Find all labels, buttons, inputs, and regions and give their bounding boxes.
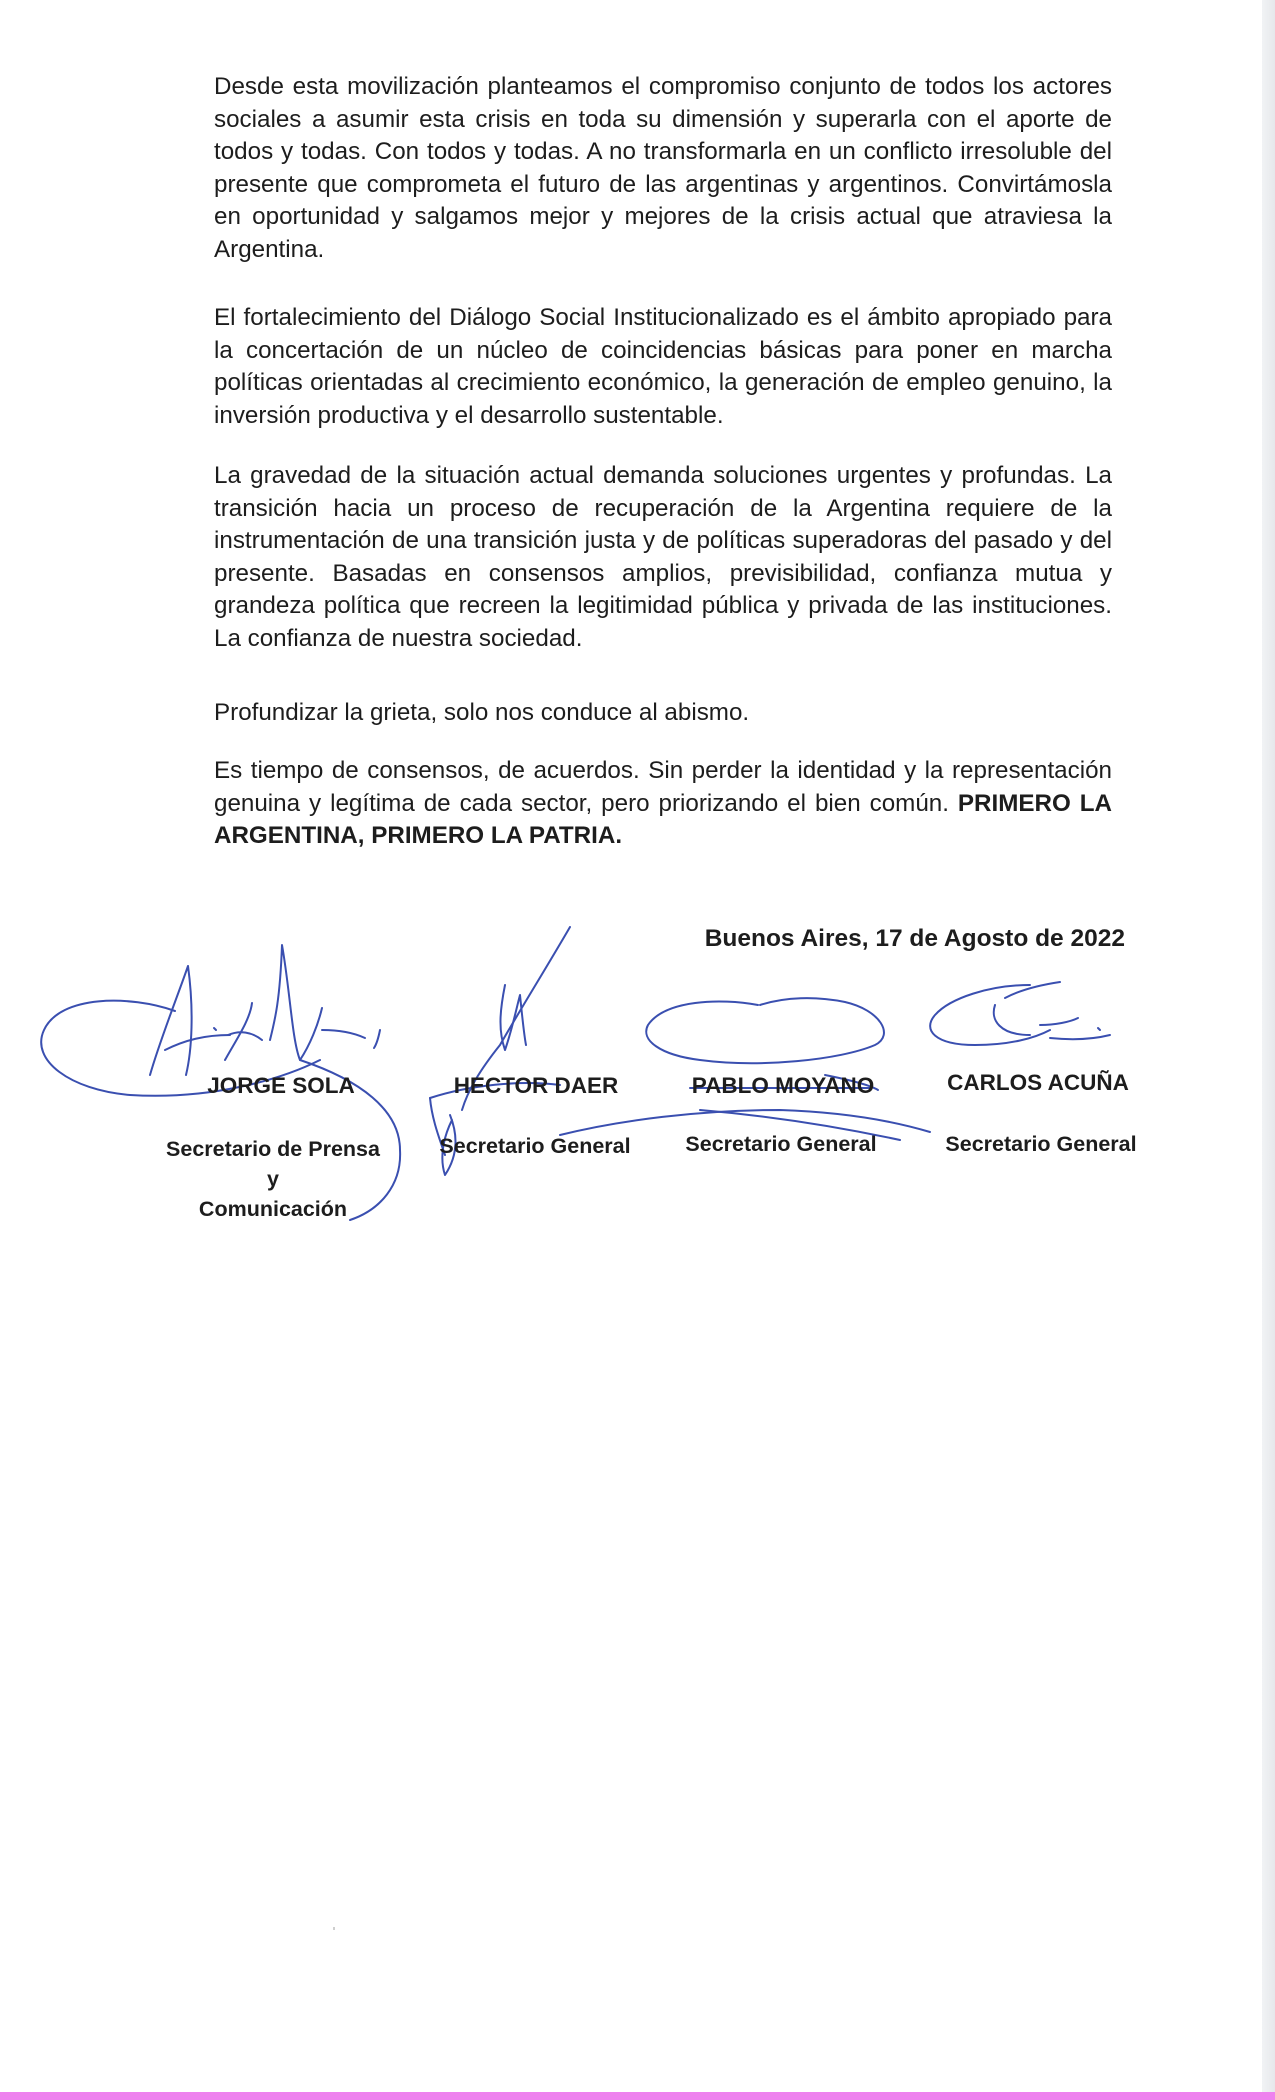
paragraph-movilizacion: Desde esta movilización planteamos el compromiso conjunto de todos los actores sociales a asumir esta crisis en toda su dimensión y superarla con el aporte de todos y todas. Con todos y todas. A no transformarla en un conflicto irresoluble del presente que comprometa el futuro de las argentinas y argentinos. Convirtámosla en oportunidad y salgamos mejor y mejores de la crisis actual que atraviesa la Argentina.	[214, 73, 1112, 263]
paragraph-gravedad: La gravedad de la situación actual demanda soluciones urgentes y profundas. La transición hacia un proceso de recuperación de la Argentina requiere de la instrumentación de una transición justa y de políticas superadoras del pasado y del presente. Basadas en consensos amplios, previsibilidad, confianza mutua y grandeza política que recreen la legitimidad pública y privada de las instituciones. La confianza de nuestra sociedad.	[214, 462, 1112, 652]
signatory-name-pablo-moyano: PABLO MOYANO	[691, 1073, 875, 1098]
paragraph-grieta: Profundizar la grieta, solo nos conduce al abismo.	[214, 699, 750, 726]
scan-speck	[333, 1927, 335, 1930]
signatory-name-jorge-sola: JORGE SOLA	[207, 1073, 355, 1098]
signatory-role-hector-daer: Secretario General	[439, 1134, 631, 1158]
signatory-name-hector-daer: HECTOR DAER	[453, 1073, 619, 1098]
dateline: Buenos Aires, 17 de Agosto de 2022	[704, 925, 1125, 952]
signatory-role-jorge-sola-line1: Secretario de Prensa	[166, 1137, 380, 1161]
signature-carlos-acuna	[930, 982, 1110, 1045]
signatory-name-carlos-acuna: CARLOS ACUÑA	[947, 1070, 1129, 1095]
consensos-text: Es tiempo de consensos, de acuerdos. Sin perder la identidad y la representación genuina y legítima de cada sector, pero priorizando el bien común.	[214, 757, 1112, 817]
paragraph-consensos	[214, 755, 1112, 853]
signatory-role-pablo-moyano: Secretario General	[685, 1132, 877, 1156]
scan-right-edge	[1262, 0, 1275, 2100]
paragraph-dialogo-social: El fortalecimiento del Diálogo Social Institucionalizado es el ámbito apropiado para la concertación de un núcleo de coincidencias básicas para poner en marcha políticas orientadas al crecimiento económico, la generación de empleo genuino, la inversión productiva y el desarrollo sustentable.	[214, 304, 1112, 429]
signatory-role-jorge-sola-line2: y	[267, 1167, 279, 1191]
primero-la-argentina-slogan: PRIMERO LA ARGENTINA, PRIMERO LA PATRIA.	[214, 789, 1112, 850]
signature-pablo-moyano	[560, 998, 930, 1140]
bottom-border	[0, 2092, 1275, 2100]
signatory-role-jorge-sola-line3: Comunicación	[198, 1197, 348, 1221]
signatory-role-carlos-acuna: Secretario General	[945, 1132, 1137, 1156]
